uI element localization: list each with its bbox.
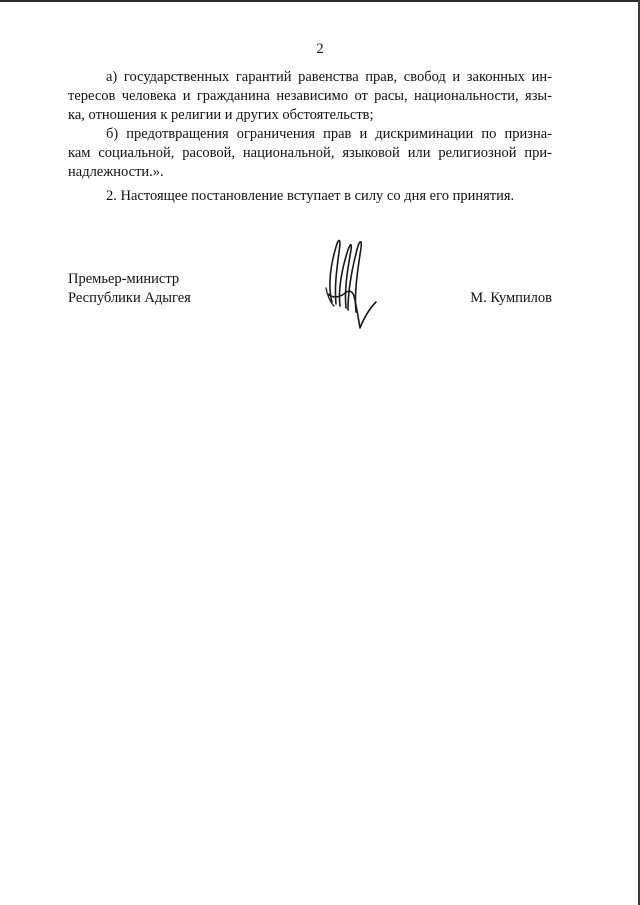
paragraph-line: кам социальной, расовой, национальной, языковой или религиозной при- (68, 145, 552, 161)
signatory-position-line1: Премьер-министр (68, 271, 180, 287)
signatory-name: М. Кумпилов (470, 290, 552, 306)
page-number: 2 (316, 41, 324, 57)
signatory-position (68, 270, 191, 308)
paragraph-line: надлежности.». (68, 164, 164, 180)
page-edge-top (0, 0, 640, 2)
paragraph-item-a (68, 68, 552, 125)
paragraph-item-2: 2. Настоящее постановление вступает в силу со дня его принятия. (106, 188, 515, 204)
paragraph-item-b (68, 125, 552, 182)
paragraph-line: б) предотвращения ограничения прав и дискриминации по призна- (106, 126, 552, 142)
paragraph-line: тересов человека и гражданина независимо от расы, национальности, язы- (68, 88, 552, 104)
paragraph-line: а) государственных гарантий равенства прав, свобод и законных ин- (106, 69, 552, 85)
signatory-position-line2: Республики Адыгея (68, 290, 191, 306)
paragraph-line: ка, отношения к религии и других обстоятельств; (68, 107, 374, 123)
handwritten-signature (318, 232, 388, 332)
